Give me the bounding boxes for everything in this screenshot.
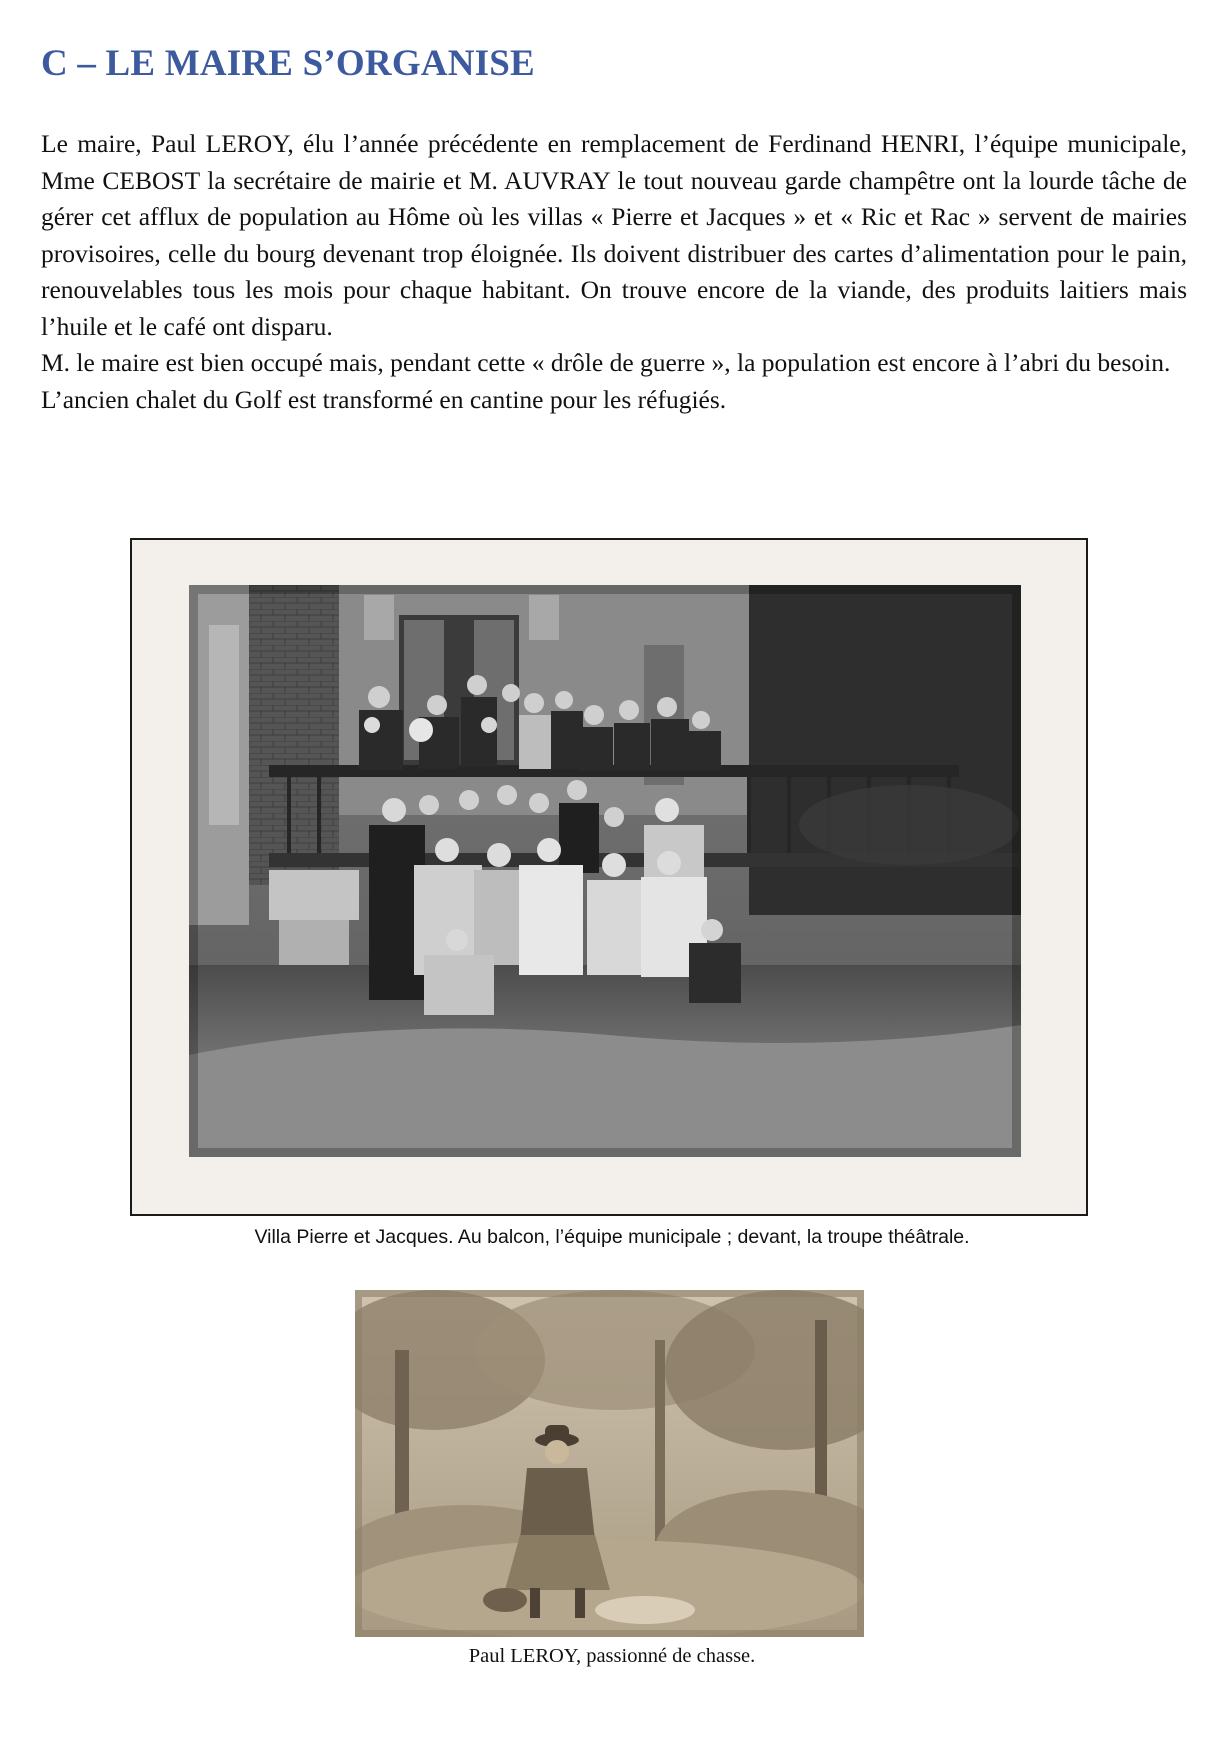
- photo-caption-villa: Villa Pierre et Jacques. Au balcon, l’équipe municipale ; devant, la troupe théâtrale.: [254, 1226, 970, 1248]
- photo-paul-leroy: [355, 1290, 864, 1637]
- page-title: C – LE MAIRE S’ORGANISE: [41, 43, 535, 84]
- paragraph-1: Le maire, Paul LEROY, élu l’année précédente en remplacement de Ferdinand HENRI, l’équipe municipale, Mme CEBOST la secrétaire de mairie et M. AUVRAY le tout nouveau garde champêtre ont la lourde tâche de gérer cet afflux de population au Hôme où les villas « Pierre et Jacques » et « Ric et Rac » servent de mairies provisoires, celle du bourg devenant trop éloignée. Ils doivent distribuer des cartes d’alimentation pour le pain, renouvelables tous les mois pour chaque habitant. On trouve encore de la viande, des produits laitiers mais l’huile et le café ont disparu.: [41, 129, 1187, 341]
- hunter-photo-illustration: [355, 1290, 864, 1637]
- photo-frame-villa: [130, 538, 1088, 1216]
- paragraph-2: M. le maire est bien occupé mais, pendant cette « drôle de guerre », la population est encore à l’abri du besoin.: [41, 348, 1171, 377]
- photo-caption-paul-leroy: Paul LEROY, passionné de chasse.: [468, 1645, 756, 1667]
- body-text: [41, 126, 1187, 418]
- villa-photo-illustration: [189, 585, 1021, 1157]
- paragraph-3: L’ancien chalet du Golf est transformé en cantine pour les réfugiés.: [41, 384, 727, 414]
- photo-villa-group: [189, 585, 1021, 1157]
